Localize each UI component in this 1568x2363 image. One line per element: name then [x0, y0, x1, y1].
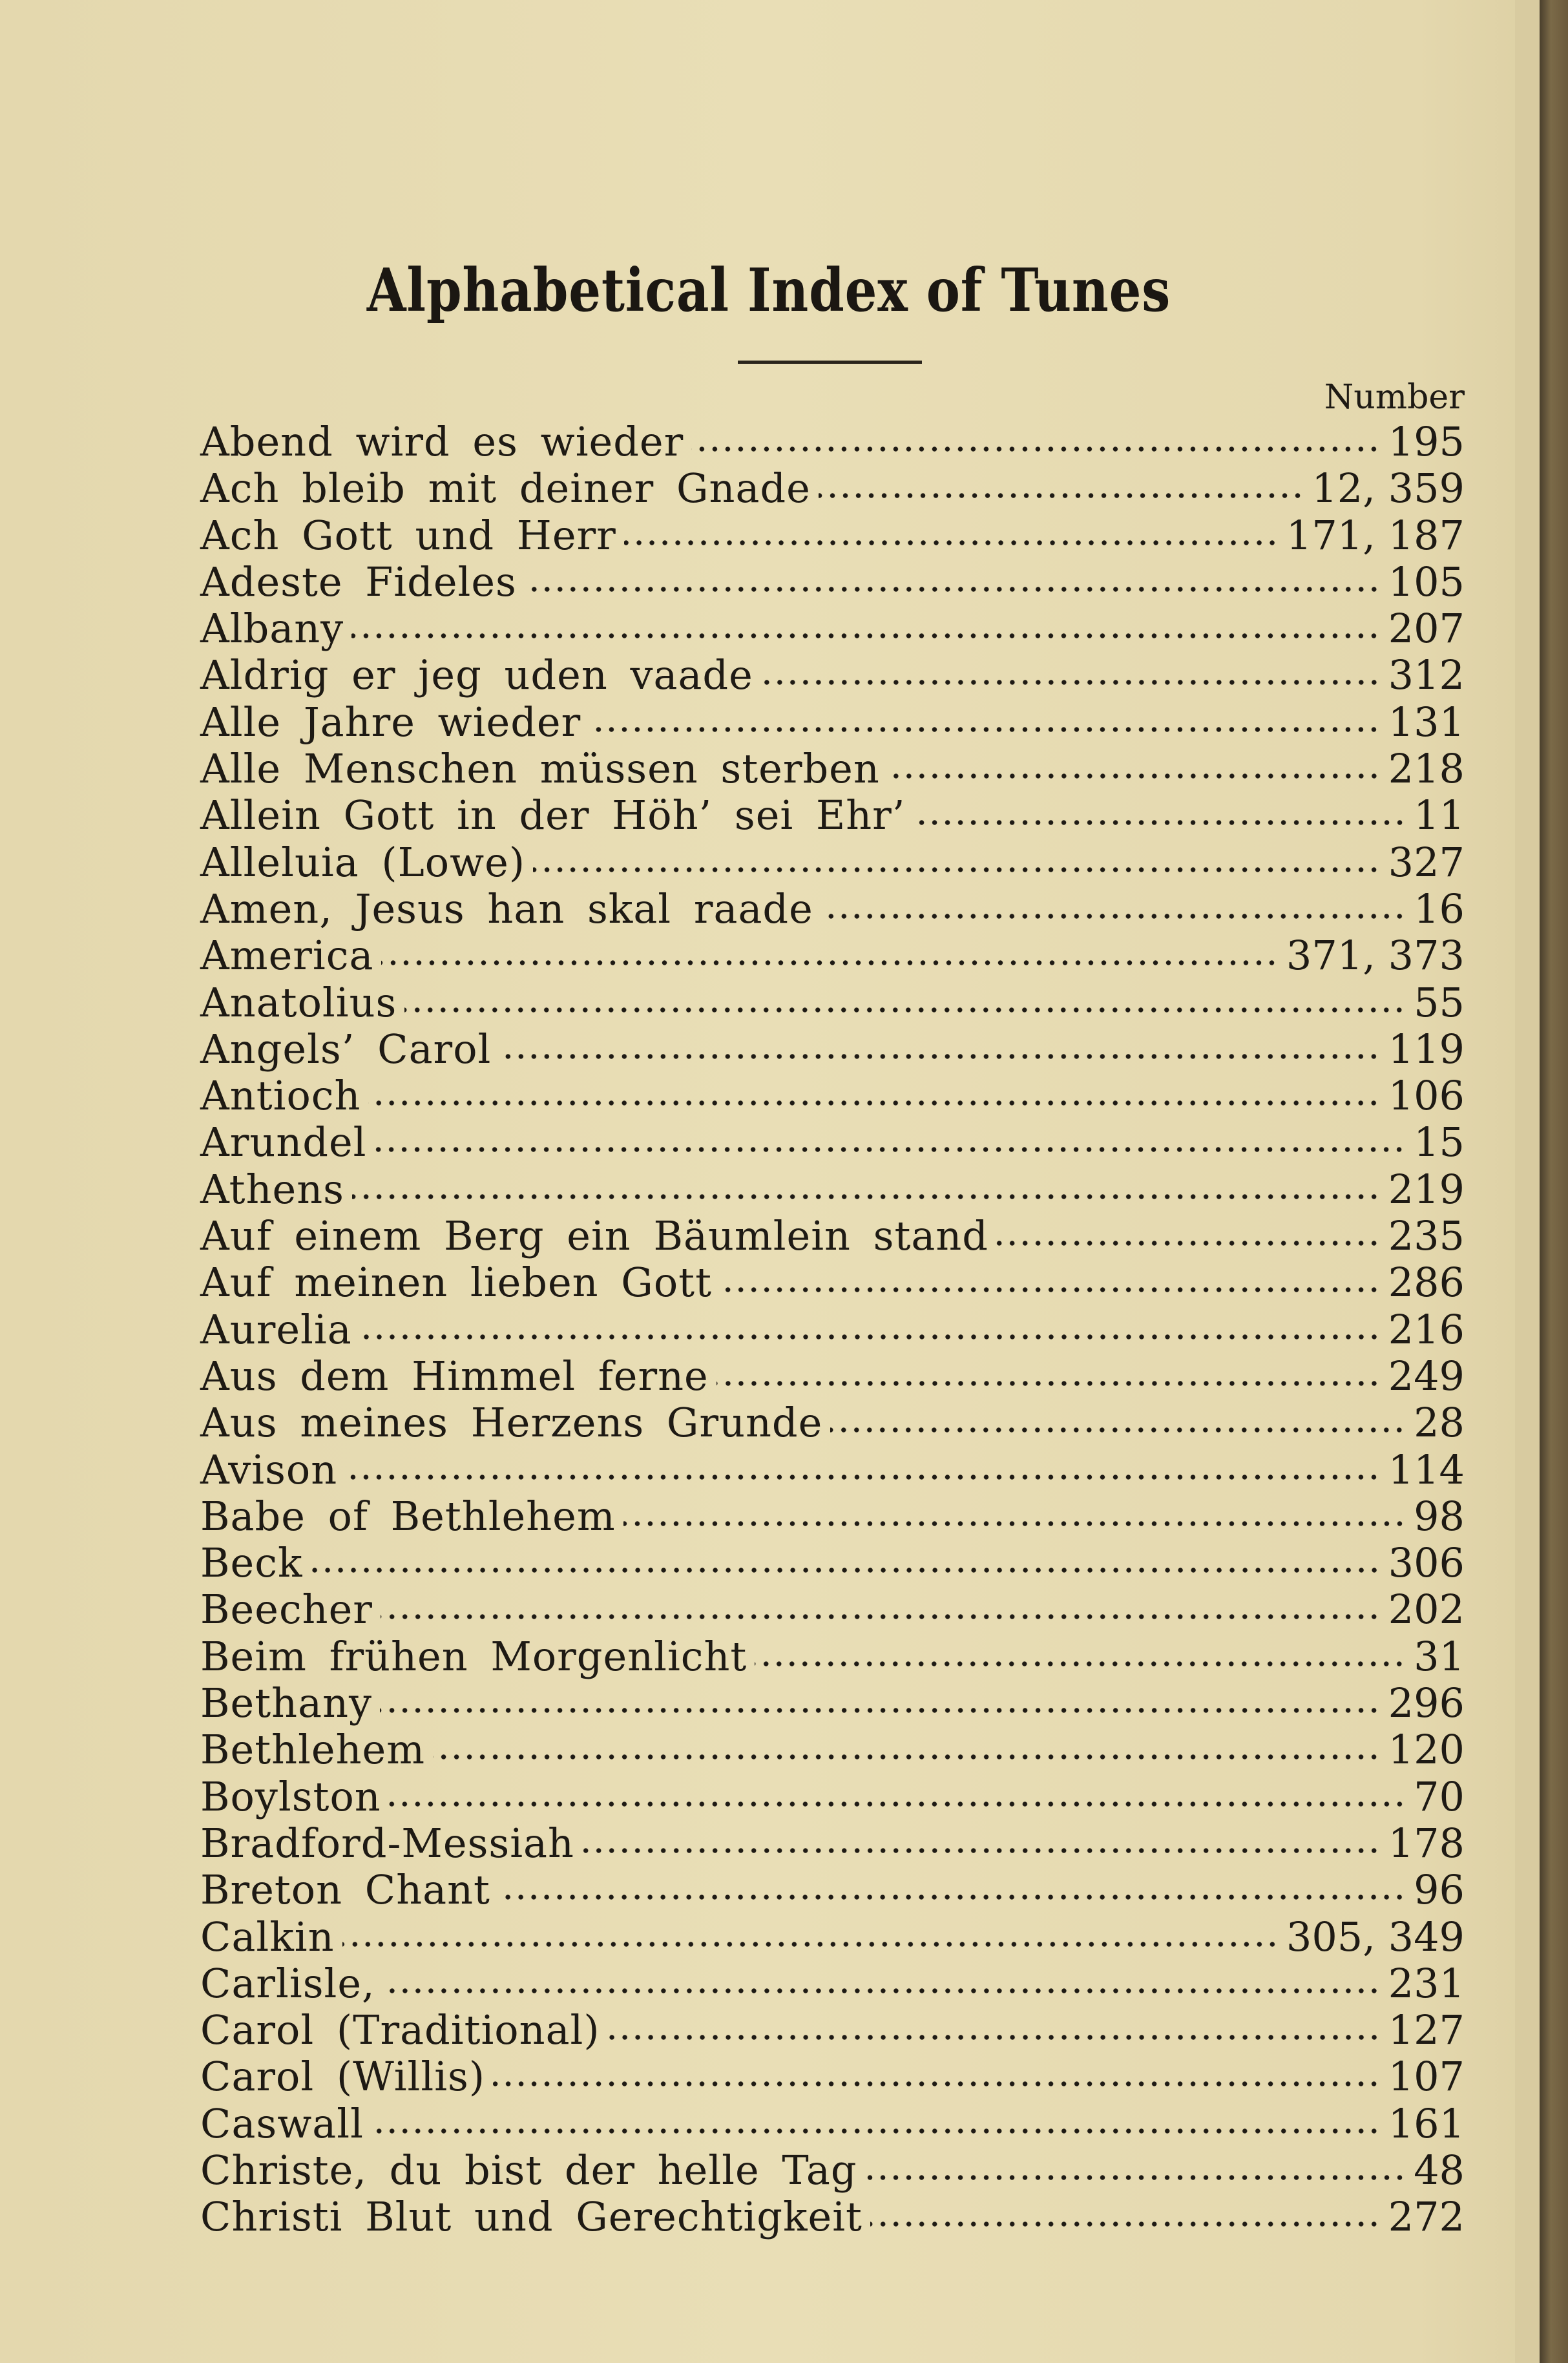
dot-leader — [624, 536, 1279, 549]
index-entry — [200, 699, 1465, 746]
index-entry — [200, 419, 1465, 465]
dot-leader — [525, 583, 1381, 596]
dot-leader — [351, 629, 1380, 642]
dot-leader — [755, 1657, 1406, 1670]
tune-number: 235 — [1388, 1212, 1465, 1260]
dot-leader — [819, 489, 1304, 502]
tune-number: 131 — [1388, 698, 1465, 746]
index-entry — [200, 1960, 1465, 2007]
tune-name: Arundel — [200, 1118, 367, 1166]
index-entry — [200, 559, 1465, 605]
dot-leader — [716, 1377, 1381, 1390]
dot-leader — [433, 1750, 1381, 1763]
dot-leader — [691, 443, 1380, 456]
tune-name: Christe, du bist der helle Tag — [200, 2146, 857, 2194]
index-entry — [200, 1073, 1465, 1119]
index-entry — [200, 1727, 1465, 1773]
tune-number: 207 — [1388, 605, 1465, 653]
tune-name: Beck — [200, 1539, 303, 1587]
dot-leader — [404, 1003, 1406, 1016]
tune-number: 105 — [1388, 558, 1465, 605]
dot-leader — [342, 1938, 1279, 1951]
tune-name: Aldrig er jeg uden vaade — [200, 651, 753, 699]
tune-name: Breton Chant — [200, 1866, 490, 1914]
index-entry — [200, 886, 1465, 932]
tune-name: Beecher — [200, 1586, 373, 1633]
tune-name: Anatolius — [200, 978, 397, 1026]
tune-name: Aus dem Himmel ferne — [200, 1352, 709, 1400]
index-entry — [200, 1493, 1465, 1540]
tune-number: 327 — [1388, 838, 1465, 886]
tune-name: Boylston — [200, 1772, 381, 1820]
page-title: Alphabetical Index of Tunes — [366, 255, 1171, 325]
tune-number: 249 — [1388, 1352, 1465, 1400]
tune-name: Aus meines Herzens Grunde — [200, 1399, 823, 1447]
index-entry — [200, 1259, 1465, 1306]
tune-number: 119 — [1388, 1025, 1465, 1073]
tune-number: 70 — [1414, 1772, 1465, 1820]
tune-name: Alle Jahre wieder — [200, 698, 581, 746]
tune-number: 106 — [1388, 1072, 1465, 1120]
dot-leader — [498, 1891, 1406, 1904]
tune-number: 371, 373 — [1286, 932, 1465, 980]
dot-leader — [821, 910, 1406, 923]
tune-number: 96 — [1414, 1866, 1465, 1914]
index-entry — [200, 1586, 1465, 1633]
dot-leader — [533, 863, 1381, 876]
tune-number: 202 — [1388, 1586, 1465, 1633]
index-entry — [200, 1680, 1465, 1727]
tune-name: Auf einem Berg ein Bäumlein stand — [200, 1212, 988, 1260]
dot-leader — [608, 2031, 1381, 2044]
tune-name: America — [200, 932, 374, 980]
tune-number: 216 — [1388, 1305, 1465, 1353]
index-entry — [200, 980, 1465, 1026]
tune-name: Ach bleib mit deiner Gnade — [200, 465, 811, 512]
dot-leader — [381, 956, 1278, 969]
tune-name: Bethany — [200, 1679, 373, 1727]
tune-name: Carol (Traditional) — [200, 2006, 600, 2054]
tune-number: 28 — [1414, 1399, 1465, 1447]
tune-number: 31 — [1414, 1632, 1465, 1680]
tune-number: 286 — [1388, 1259, 1465, 1307]
dot-leader — [761, 676, 1381, 689]
tune-name: Angels’ Carol — [200, 1025, 492, 1073]
index-entry — [200, 2053, 1465, 2100]
tune-number: 12, 359 — [1312, 465, 1465, 512]
tune-name: Ach Gott und Herr — [200, 511, 616, 559]
dot-leader — [996, 1237, 1381, 1250]
tune-name: Carlisle, — [200, 1959, 375, 2007]
dot-leader — [865, 2171, 1406, 2184]
index-entry — [200, 1447, 1465, 1493]
dot-leader — [720, 1283, 1381, 1296]
tune-number: 178 — [1388, 1819, 1465, 1867]
index-entry — [200, 1400, 1465, 1446]
dot-leader — [499, 1050, 1380, 1063]
title-divider — [738, 361, 922, 364]
tune-name: Athens — [200, 1165, 344, 1213]
tune-name: Caswall — [200, 2099, 364, 2147]
tune-number: 161 — [1388, 2099, 1465, 2147]
dot-leader — [368, 1097, 1380, 1109]
tune-number: 218 — [1388, 745, 1465, 793]
dot-leader — [623, 1517, 1406, 1530]
index-entry — [200, 1540, 1465, 1586]
index-entry — [200, 792, 1465, 839]
index-entry — [200, 1213, 1465, 1259]
dot-leader — [389, 1798, 1406, 1811]
tune-index-list — [200, 419, 1465, 2241]
tune-number: 98 — [1414, 1492, 1465, 1540]
tune-number: 272 — [1388, 2193, 1465, 2241]
tune-number: 195 — [1388, 418, 1465, 465]
tune-name: Alle Menschen müssen sterben — [200, 745, 880, 793]
index-entry — [200, 1307, 1465, 1353]
index-entry — [200, 1633, 1465, 1680]
index-entry — [200, 465, 1465, 512]
dot-leader — [381, 1610, 1381, 1623]
tune-number: 55 — [1414, 978, 1465, 1026]
dot-leader — [582, 1844, 1381, 1857]
tune-name: Abend wird es wieder — [200, 418, 684, 465]
index-entry — [200, 839, 1465, 886]
index-entry — [200, 1119, 1465, 1166]
tune-number: 296 — [1388, 1679, 1465, 1727]
index-entry — [200, 2147, 1465, 2194]
tune-name: Aurelia — [200, 1305, 352, 1353]
tune-number: 312 — [1388, 651, 1465, 699]
index-entry — [200, 1914, 1465, 1960]
tune-name: Allein Gott in der Höh’ sei Ehr’ — [200, 792, 906, 839]
dot-leader — [870, 2218, 1381, 2231]
number-column-header: Number — [1324, 378, 1465, 417]
dot-leader — [589, 723, 1380, 736]
tune-number: 127 — [1388, 2006, 1465, 2054]
index-entry — [200, 1820, 1465, 1867]
tune-number: 231 — [1388, 1959, 1465, 2007]
tune-number: 107 — [1388, 2053, 1465, 2101]
index-entry — [200, 1867, 1465, 1913]
dot-leader — [371, 2125, 1381, 2137]
index-entry — [200, 746, 1465, 792]
index-entry — [200, 2007, 1465, 2053]
tune-name: Auf meinen lieben Gott — [200, 1259, 712, 1307]
tune-name: Alleluia (Lowe) — [200, 838, 526, 886]
tune-name: Carol (Willis) — [200, 2053, 486, 2101]
tune-number: 11 — [1414, 792, 1465, 839]
index-entry — [200, 1353, 1465, 1400]
book-binding-edge — [1540, 0, 1568, 2363]
tune-name: Albany — [200, 605, 344, 653]
index-entry — [200, 512, 1465, 559]
index-entry — [200, 932, 1465, 979]
index-entry — [200, 2194, 1465, 2240]
tune-name: Christi Blut und Gerechtigkeit — [200, 2193, 862, 2241]
dot-leader — [345, 1471, 1380, 1484]
tune-name: Avison — [200, 1445, 338, 1493]
tune-name: Antioch — [200, 1072, 361, 1120]
tune-number: 219 — [1388, 1165, 1465, 1213]
dot-leader — [888, 770, 1381, 782]
tune-name: Bethlehem — [200, 1726, 426, 1774]
tune-name: Adeste Fideles — [200, 558, 517, 605]
tune-name: Beim frühen Morgenlicht — [200, 1632, 747, 1680]
tune-number: 15 — [1414, 1118, 1465, 1166]
index-entry — [200, 2101, 1465, 2147]
dot-leader — [311, 1564, 1381, 1577]
dot-leader — [383, 1984, 1381, 1997]
dot-leader — [360, 1330, 1381, 1343]
tune-name: Bradford-Messiah — [200, 1819, 574, 1867]
tune-name: Calkin — [200, 1913, 335, 1960]
index-entry — [200, 1166, 1465, 1213]
tune-number: 305, 349 — [1286, 1913, 1465, 1960]
tune-number: 306 — [1388, 1539, 1465, 1587]
tune-number: 114 — [1388, 1445, 1465, 1493]
tune-number: 120 — [1388, 1726, 1465, 1774]
index-entry — [200, 605, 1465, 652]
index-entry — [200, 1774, 1465, 1820]
tune-name: Amen, Jesus han skal raade — [200, 885, 813, 932]
dot-leader — [914, 816, 1406, 829]
dot-leader — [493, 2077, 1381, 2090]
tune-number: 48 — [1414, 2146, 1465, 2194]
index-entry — [200, 1026, 1465, 1073]
tune-number: 171, 187 — [1286, 511, 1465, 559]
index-entry — [200, 652, 1465, 698]
dot-leader — [830, 1423, 1406, 1436]
tune-name: Babe of Bethlehem — [200, 1492, 616, 1540]
tune-number: 16 — [1414, 885, 1465, 932]
dot-leader — [374, 1143, 1406, 1156]
dot-leader — [380, 1704, 1381, 1717]
page-edge — [1515, 0, 1540, 2363]
dot-leader — [352, 1190, 1381, 1203]
